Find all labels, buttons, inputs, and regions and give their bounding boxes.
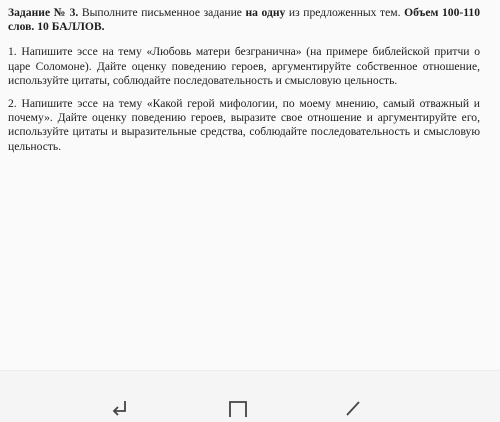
document-body bbox=[8, 6, 480, 154]
header-text-1: Выполните письменное задание bbox=[78, 6, 246, 19]
task-header bbox=[8, 6, 480, 34]
task-item-2: 2. Напишите эссе на тему «Какой герой мифологии, по моему мнению, самый отважный и почему». Дайте оценку поведению героев, выразите свое отношение и аргументируйте его, используйте цитаты и выразительные средства, соблюдайте последовательность и смысловую цельность. bbox=[8, 97, 480, 153]
task-number: Задание № 3. bbox=[8, 6, 79, 19]
header-emphasis: на одну bbox=[245, 6, 286, 19]
spacer bbox=[8, 88, 480, 97]
navigation-bar bbox=[0, 370, 500, 417]
spacer bbox=[8, 34, 480, 45]
square-icon[interactable] bbox=[229, 401, 247, 422]
header-text-2: из предложенных тем. bbox=[285, 6, 405, 19]
back-icon[interactable] bbox=[111, 401, 133, 422]
task-item-1: 1. Напишите эссе на тему «Любовь матери безгранична» (на примере библейской притчи о царе Соломоне). Дайте оценку поведению героев, аргументируйте собственное отношение, используйте цитаты, соблюдайте последовательность и смысловую цельность. bbox=[8, 45, 480, 87]
check-icon[interactable] bbox=[343, 401, 361, 422]
word-volume: Объем 100-110 слов. 10 БАЛЛОВ. bbox=[8, 6, 481, 34]
